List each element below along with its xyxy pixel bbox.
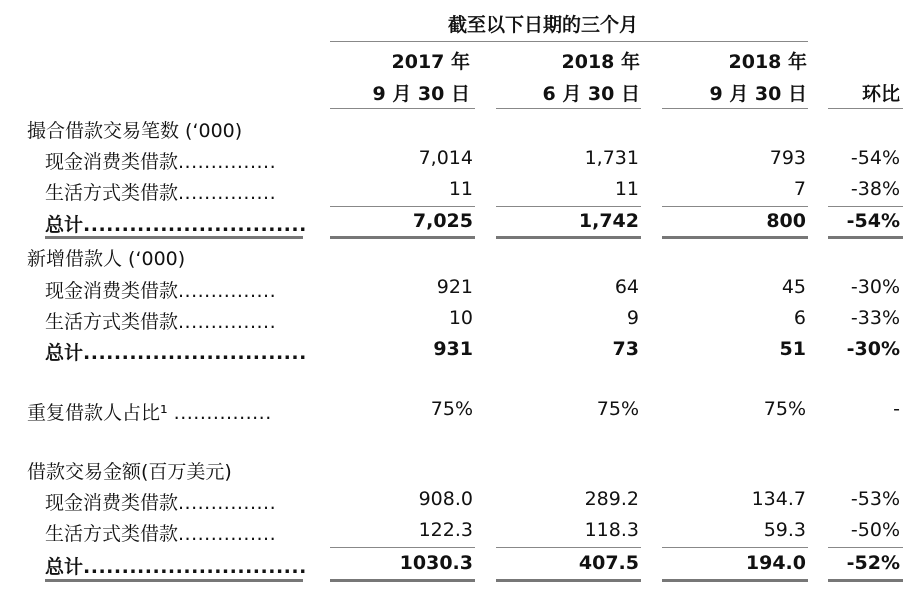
cell-col2: 289.2: [584, 488, 639, 510]
subtotal-rule: [496, 206, 641, 207]
col1-header-rule: [330, 108, 475, 109]
total-double-rule: [330, 236, 475, 239]
col1-date: 9 月 30 日: [372, 83, 470, 105]
total-col3: 800: [766, 210, 806, 232]
subtotal-rule: [828, 206, 903, 207]
section-title: 撮合借款交易笔数 (‘000): [27, 120, 243, 142]
total-change: -54%: [846, 210, 900, 232]
cell-change: -54%: [850, 147, 900, 169]
subtotal-rule: [828, 547, 903, 548]
cell-change: -50%: [850, 519, 900, 541]
row-label: 现金消费类借款...............: [45, 492, 277, 514]
row-label: 现金消费类借款...............: [45, 280, 277, 302]
total-col1: 931: [433, 338, 473, 360]
total-label: 总计.............................: [45, 556, 307, 578]
total-double-rule: [496, 236, 641, 239]
period-title: 截至以下日期的三个月: [448, 14, 639, 36]
total-change: -30%: [846, 338, 900, 360]
total-change: -52%: [846, 552, 900, 574]
total-double-rule: [662, 579, 808, 582]
total-col1: 1030.3: [399, 552, 473, 574]
total-label: 总计.............................: [45, 342, 307, 364]
subtotal-rule: [662, 547, 808, 548]
col3-date: 9 月 30 日: [709, 83, 807, 105]
subtotal-rule: [496, 547, 641, 548]
total-col3: 51: [779, 338, 806, 360]
col1-year: 2017 年: [391, 51, 470, 73]
row-label: 现金消费类借款...............: [45, 151, 277, 173]
total-col2: 407.5: [578, 552, 639, 574]
total-col3: 194.0: [745, 552, 806, 574]
cell-col3: 45: [781, 276, 806, 298]
cell-col3: 134.7: [751, 488, 806, 510]
cell-change: -30%: [850, 276, 900, 298]
row-label: 生活方式类借款...............: [45, 311, 277, 333]
repeat-label: 重复借款人占比¹ ...............: [27, 402, 272, 424]
total-col1: 7,025: [412, 210, 473, 232]
cell-col2: 1,731: [584, 147, 639, 169]
cell-col3: 59.3: [763, 519, 806, 541]
cell-col1: 122.3: [418, 519, 473, 541]
cell-col1: 921: [436, 276, 473, 298]
cell-col2: 11: [614, 178, 639, 200]
total-double-rule: [45, 579, 303, 582]
change-header: 环比: [861, 83, 900, 105]
col2-date: 6 月 30 日: [542, 83, 640, 105]
section-title: 借款交易金额(百万美元): [27, 461, 232, 483]
total-double-rule: [828, 579, 903, 582]
total-col2: 73: [612, 338, 639, 360]
total-double-rule: [496, 579, 641, 582]
cell-col1: 7,014: [418, 147, 473, 169]
cell-change: -33%: [850, 307, 900, 329]
cell-col1: 11: [448, 178, 473, 200]
repeat-col1: 75%: [430, 398, 473, 420]
cell-col1: 908.0: [418, 488, 473, 510]
col3-header-rule: [662, 108, 808, 109]
cell-change: -53%: [850, 488, 900, 510]
cell-col2: 118.3: [584, 519, 639, 541]
repeat-change: -: [893, 398, 900, 420]
repeat-col2: 75%: [596, 398, 639, 420]
subtotal-rule: [330, 206, 475, 207]
total-col2: 1,742: [578, 210, 639, 232]
row-label: 生活方式类借款...............: [45, 182, 277, 204]
cell-col2: 9: [626, 307, 639, 329]
col2-header-rule: [496, 108, 641, 109]
cell-col3: 6: [793, 307, 806, 329]
cell-change: -38%: [850, 178, 900, 200]
total-double-rule: [330, 579, 475, 582]
repeat-col3: 75%: [763, 398, 806, 420]
cell-col1: 10: [448, 307, 473, 329]
total-double-rule: [662, 236, 808, 239]
total-label: 总计.............................: [45, 214, 307, 236]
col3-year: 2018 年: [728, 51, 807, 73]
cell-col3: 793: [769, 147, 806, 169]
cell-col3: 7: [793, 178, 806, 200]
total-double-rule: [45, 236, 303, 239]
col2-year: 2018 年: [561, 51, 640, 73]
row-label: 生活方式类借款...............: [45, 523, 277, 545]
subtotal-rule: [330, 547, 475, 548]
section-title: 新增借款人 (‘000): [27, 248, 186, 270]
period-underline: [330, 41, 808, 42]
total-double-rule: [828, 236, 903, 239]
cell-col2: 64: [614, 276, 639, 298]
subtotal-rule: [662, 206, 808, 207]
change-header-rule: [828, 108, 903, 109]
